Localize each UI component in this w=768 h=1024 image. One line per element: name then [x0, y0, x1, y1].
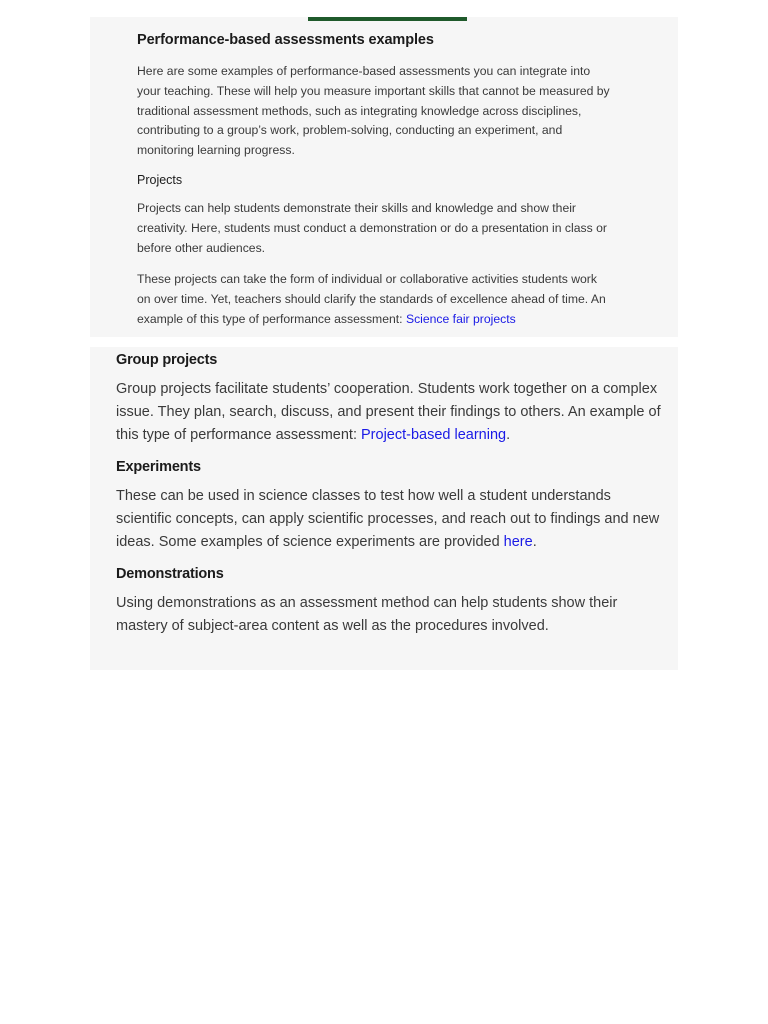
experiments-here-link[interactable]: here	[503, 534, 533, 550]
experiments-paragraph	[116, 485, 668, 554]
projects-paragraph-2	[137, 270, 612, 329]
experiments-end: .	[532, 534, 537, 550]
projects-heading: Projects	[137, 172, 183, 187]
intro-paragraph: Here are some examples of performance-based assessments you can integrate into your teaching. These will help you measure important skills that cannot be measured by traditional assessment methods, such as integrating knowledge across disciplines, contributing to a group’s work, problem-solving, conducting an experiment, and monitoring learning progress.	[137, 64, 610, 158]
examples-panel	[90, 17, 678, 337]
projects-paragraph-2-text: These projects can take the form of individual or collaborative activities students work on over time. Yet, teachers should clarify the standards of excellence ahead of time. An example of this type of performance assessment:	[137, 272, 606, 326]
projects-paragraph-1: Projects can help students demonstrate their skills and knowledge and show their creativity. Here, students must conduct a demonstration or do a presentation in class or before other audiences.	[137, 200, 607, 255]
demonstrations-paragraph: Using demonstrations as an assessment method can help students show their mastery of subject-area content as well as the procedures involved.	[116, 595, 618, 634]
group-projects-text: Group projects facilitate students’ cooperation. Students work together on a complex issue. They plan, search, discuss, and present their findings to others. An example of this type of performance assessment:	[116, 381, 661, 443]
demonstrations-heading: Demonstrations	[116, 566, 224, 582]
experiments-text: These can be used in science classes to test how well a student understands scientific concepts, can apply scientific processes, and reach out to findings and new ideas. Some examples of science experiments are provided	[116, 488, 660, 550]
group-projects-end: .	[506, 427, 511, 443]
experiments-heading: Experiments	[116, 459, 201, 475]
group-projects-heading: Group projects	[116, 352, 218, 368]
project-based-learning-link[interactable]: Project-based learning	[361, 427, 507, 443]
science-fair-projects-link[interactable]: Science fair projects	[405, 311, 516, 326]
accent-bar	[308, 17, 467, 21]
assessment-types-panel	[90, 347, 678, 670]
section-heading: Performance-based assessments examples	[137, 32, 434, 48]
group-projects-paragraph	[116, 378, 668, 447]
